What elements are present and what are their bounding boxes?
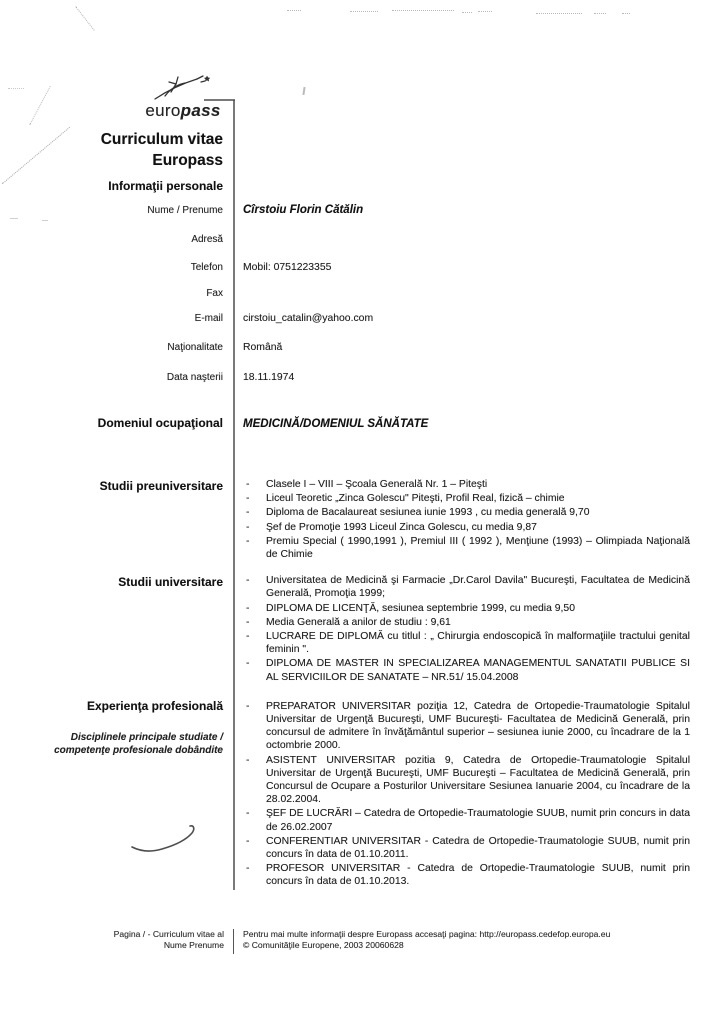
- list-item: [243, 535, 690, 561]
- field-value-phone: Mobil: 0751223355: [243, 262, 332, 273]
- list-item-text: DIPLOMA DE LICENŢĂ, sesiunea septembrie 1999, cu media 9,50: [266, 602, 575, 614]
- list-item-text: ASISTENT UNIVERSITAR pozitia 9, Catedra de Ortopedie-Traumatologie Spitalul Universitar de Urgenţă Bucureşti, UMF Bucureşti – Facultatea de Medicină Generală, prin Concursul de Ocupare a Posturilor Universitare Sesiunea Ianuarie 2004, cu încadrare de la 28.02.2004.: [266, 754, 690, 806]
- list-item: [243, 700, 690, 753]
- dash-marker: [243, 521, 266, 534]
- occupation-label: Domeniul ocupaţional: [97, 416, 223, 430]
- dash-marker: [243, 506, 266, 519]
- occupation-row: [0, 414, 724, 432]
- university-list: [243, 574, 690, 684]
- experience-list: [243, 700, 690, 889]
- europass-figure-icon: [151, 74, 215, 102]
- dash-marker: [243, 807, 266, 833]
- dash-marker: [243, 862, 266, 888]
- personal-row-nationality: [0, 337, 724, 355]
- list-item-text: Diploma de Bacalaureat sesiunea iunie 1993 , cu media generală 9,70: [266, 507, 590, 519]
- scan-artifact: [75, 6, 94, 30]
- list-item: [243, 492, 690, 505]
- section-label-university: Studii universitare: [118, 575, 223, 590]
- scan-artifact: [287, 10, 301, 11]
- personal-row-address: [0, 229, 724, 247]
- scan-artifact: [622, 13, 630, 14]
- europass-logo: [128, 74, 238, 119]
- list-item-text: Liceul Teoretic „Zinca Golescu" Piteşti, Profil Real, fizică – chimie: [266, 493, 565, 505]
- section-experience: [0, 699, 724, 890]
- field-label-phone: Telefon: [190, 262, 223, 273]
- list-item-text: CONFERENTIAR UNIVERSITAR - Catedra de Ortopedie-Traumatologie SUUB, numit prin concurs în data de 01.10.2011.: [266, 835, 690, 861]
- dash-marker: [243, 492, 266, 505]
- document-title-line2: Europass: [152, 151, 223, 169]
- personal-row-email: [0, 308, 724, 326]
- list-item-text: Premiu Special ( 1990,1991 ), Premiul III ( 1992 ), Menţiune (1993) – Olimpiada Naţională de Chimie: [266, 535, 690, 561]
- dash-marker: [243, 574, 266, 600]
- occupation-value: MEDICINĂ/DOMENIUL SĂNĂTATE: [243, 418, 429, 430]
- list-item-text: Universitatea de Medicină şi Farmacie „Dr.Carol Davila" Bucureşti, Facultatea de Medicină Generală, Promoţia 1999;: [266, 575, 690, 600]
- list-item: [243, 807, 690, 833]
- section-label-pre-university: Studii preuniversitare: [99, 479, 223, 493]
- list-item-text: ŞEF DE LUCRĂRI – Catedra de Ortopedie-Traumatologie SUUB, numit prin concurs in data de 26.02.2007: [266, 808, 690, 833]
- cv-content: [0, 130, 724, 890]
- list-item-text: PROFESOR UNIVERSITAR - Catedra de Ortopedie-Traumatologie SUUB, numit prin concurs în data de 01.10.2013.: [266, 863, 690, 888]
- scan-artifact: [29, 86, 51, 125]
- scan-artifact: [462, 12, 472, 13]
- list-item: [243, 478, 690, 491]
- footer-copyright: © Comunităţile Europene, 2003 20060628: [243, 940, 404, 950]
- field-label-address: Adresă: [191, 234, 223, 245]
- list-item-text: LUCRARE DE DIPLOMĂ cu titlul : „ Chirurgia endoscopică în malformaţiile tractului genital feminin ".: [266, 631, 690, 656]
- footer-name-label: Nume Prenume: [163, 940, 224, 950]
- personal-row-birthdate: [0, 367, 724, 385]
- title-row: [0, 130, 724, 171]
- field-label-nationality: Naţionalitate: [167, 342, 223, 353]
- list-item: [243, 835, 690, 861]
- document-title-line1: Curriculum vitae: [100, 131, 223, 148]
- scan-artifact: [594, 13, 606, 14]
- scan-artifact: [392, 10, 454, 11]
- dash-marker: [243, 835, 266, 861]
- list-item: [243, 521, 690, 534]
- scan-artifact: [350, 11, 378, 12]
- personal-row-name: [0, 200, 724, 218]
- field-value-birthdate: 18.11.1974: [243, 372, 295, 383]
- field-label-name: Nume / Prenume: [147, 205, 223, 216]
- dash-marker: [243, 478, 266, 491]
- logo-euro-text: euro: [145, 101, 181, 120]
- scan-artifact: [478, 11, 492, 12]
- section-pre-university: [0, 477, 724, 562]
- field-label-email: E-mail: [194, 313, 223, 324]
- footer-page-label: Pagina / - Curriculum vitae al: [113, 929, 224, 939]
- field-label-fax: Fax: [206, 288, 223, 299]
- dash-marker: [243, 754, 266, 807]
- list-item-text: Şef de Promoţie 1993 Liceul Zinca Golescu, cu media 9,87: [266, 521, 537, 533]
- list-item: [243, 657, 690, 683]
- list-item-text: PREPARATOR UNIVERSITAR poziţia 12, Catedra de Ortopedie-Traumatologie Spitalul Universitar de Urgenţă Bucureşti, UMF Bucureşti- Facultatea de Medicină Generală, prin concursul de admitere în învăţământul superior – sesiunea iunie 2000, cu încadrare de la 1 octombrie 2000.: [266, 700, 690, 752]
- section-label-experience: Experienţa profesională: [86, 698, 223, 713]
- dash-marker: [243, 616, 266, 629]
- list-item: [243, 506, 690, 519]
- personal-info-section-header: [0, 177, 724, 195]
- page-footer: [0, 929, 724, 954]
- footer-europass-info: Pentru mai multe informaţii despre Europass accesaţi pagina: http://europass.cedefop.europa.eu: [243, 929, 611, 939]
- dash-marker: [243, 700, 266, 753]
- list-item-text: DIPLOMA DE MASTER IN SPECIALIZAREA MANAGEMENTUL SANATATII PUBLICE SI AL SERVICIILOR DE SANATATE – NR.51/ 15.04.2008: [266, 658, 690, 683]
- list-item-text: Media Generală a anilor de studiu : 9,61: [266, 616, 451, 628]
- list-item: [243, 630, 690, 656]
- divider-top-stub: [204, 99, 235, 101]
- dash-marker: [243, 535, 266, 561]
- list-item: [243, 754, 690, 807]
- pre-university-list: [243, 478, 690, 561]
- dash-marker: [243, 602, 266, 615]
- list-item: [243, 862, 690, 888]
- field-value-email: cirstoiu_catalin@yahoo.com: [243, 313, 374, 324]
- field-value-nationality: Română: [243, 342, 283, 353]
- personal-info-label: Informaţii personale: [108, 179, 223, 193]
- list-item: [243, 602, 690, 615]
- personal-row-fax: [0, 283, 724, 301]
- list-item: [243, 574, 690, 600]
- scan-artifact: [536, 13, 582, 14]
- list-item: [243, 616, 690, 629]
- experience-sublabel-line2: competenţe profesionale dobândite: [54, 744, 223, 756]
- dash-marker: [243, 657, 266, 683]
- scan-artifact: [302, 87, 305, 95]
- europass-wordmark: [128, 102, 238, 119]
- field-value-name: Cîrstoiu Florin Cătălin: [243, 204, 364, 216]
- section-university: [0, 573, 724, 685]
- field-label-birthdate: Data naşterii: [166, 372, 223, 383]
- logo-pass-text: pass: [180, 101, 221, 120]
- list-item-text: Clasele I – VIII – Şcoala Generală Nr. 1 – Piteşti: [266, 479, 488, 490]
- personal-row-phone: [0, 257, 724, 275]
- experience-sublabel-line1: Disciplinele principale studiate /: [70, 731, 223, 743]
- scan-artifact: [8, 88, 24, 89]
- dash-marker: [243, 630, 266, 656]
